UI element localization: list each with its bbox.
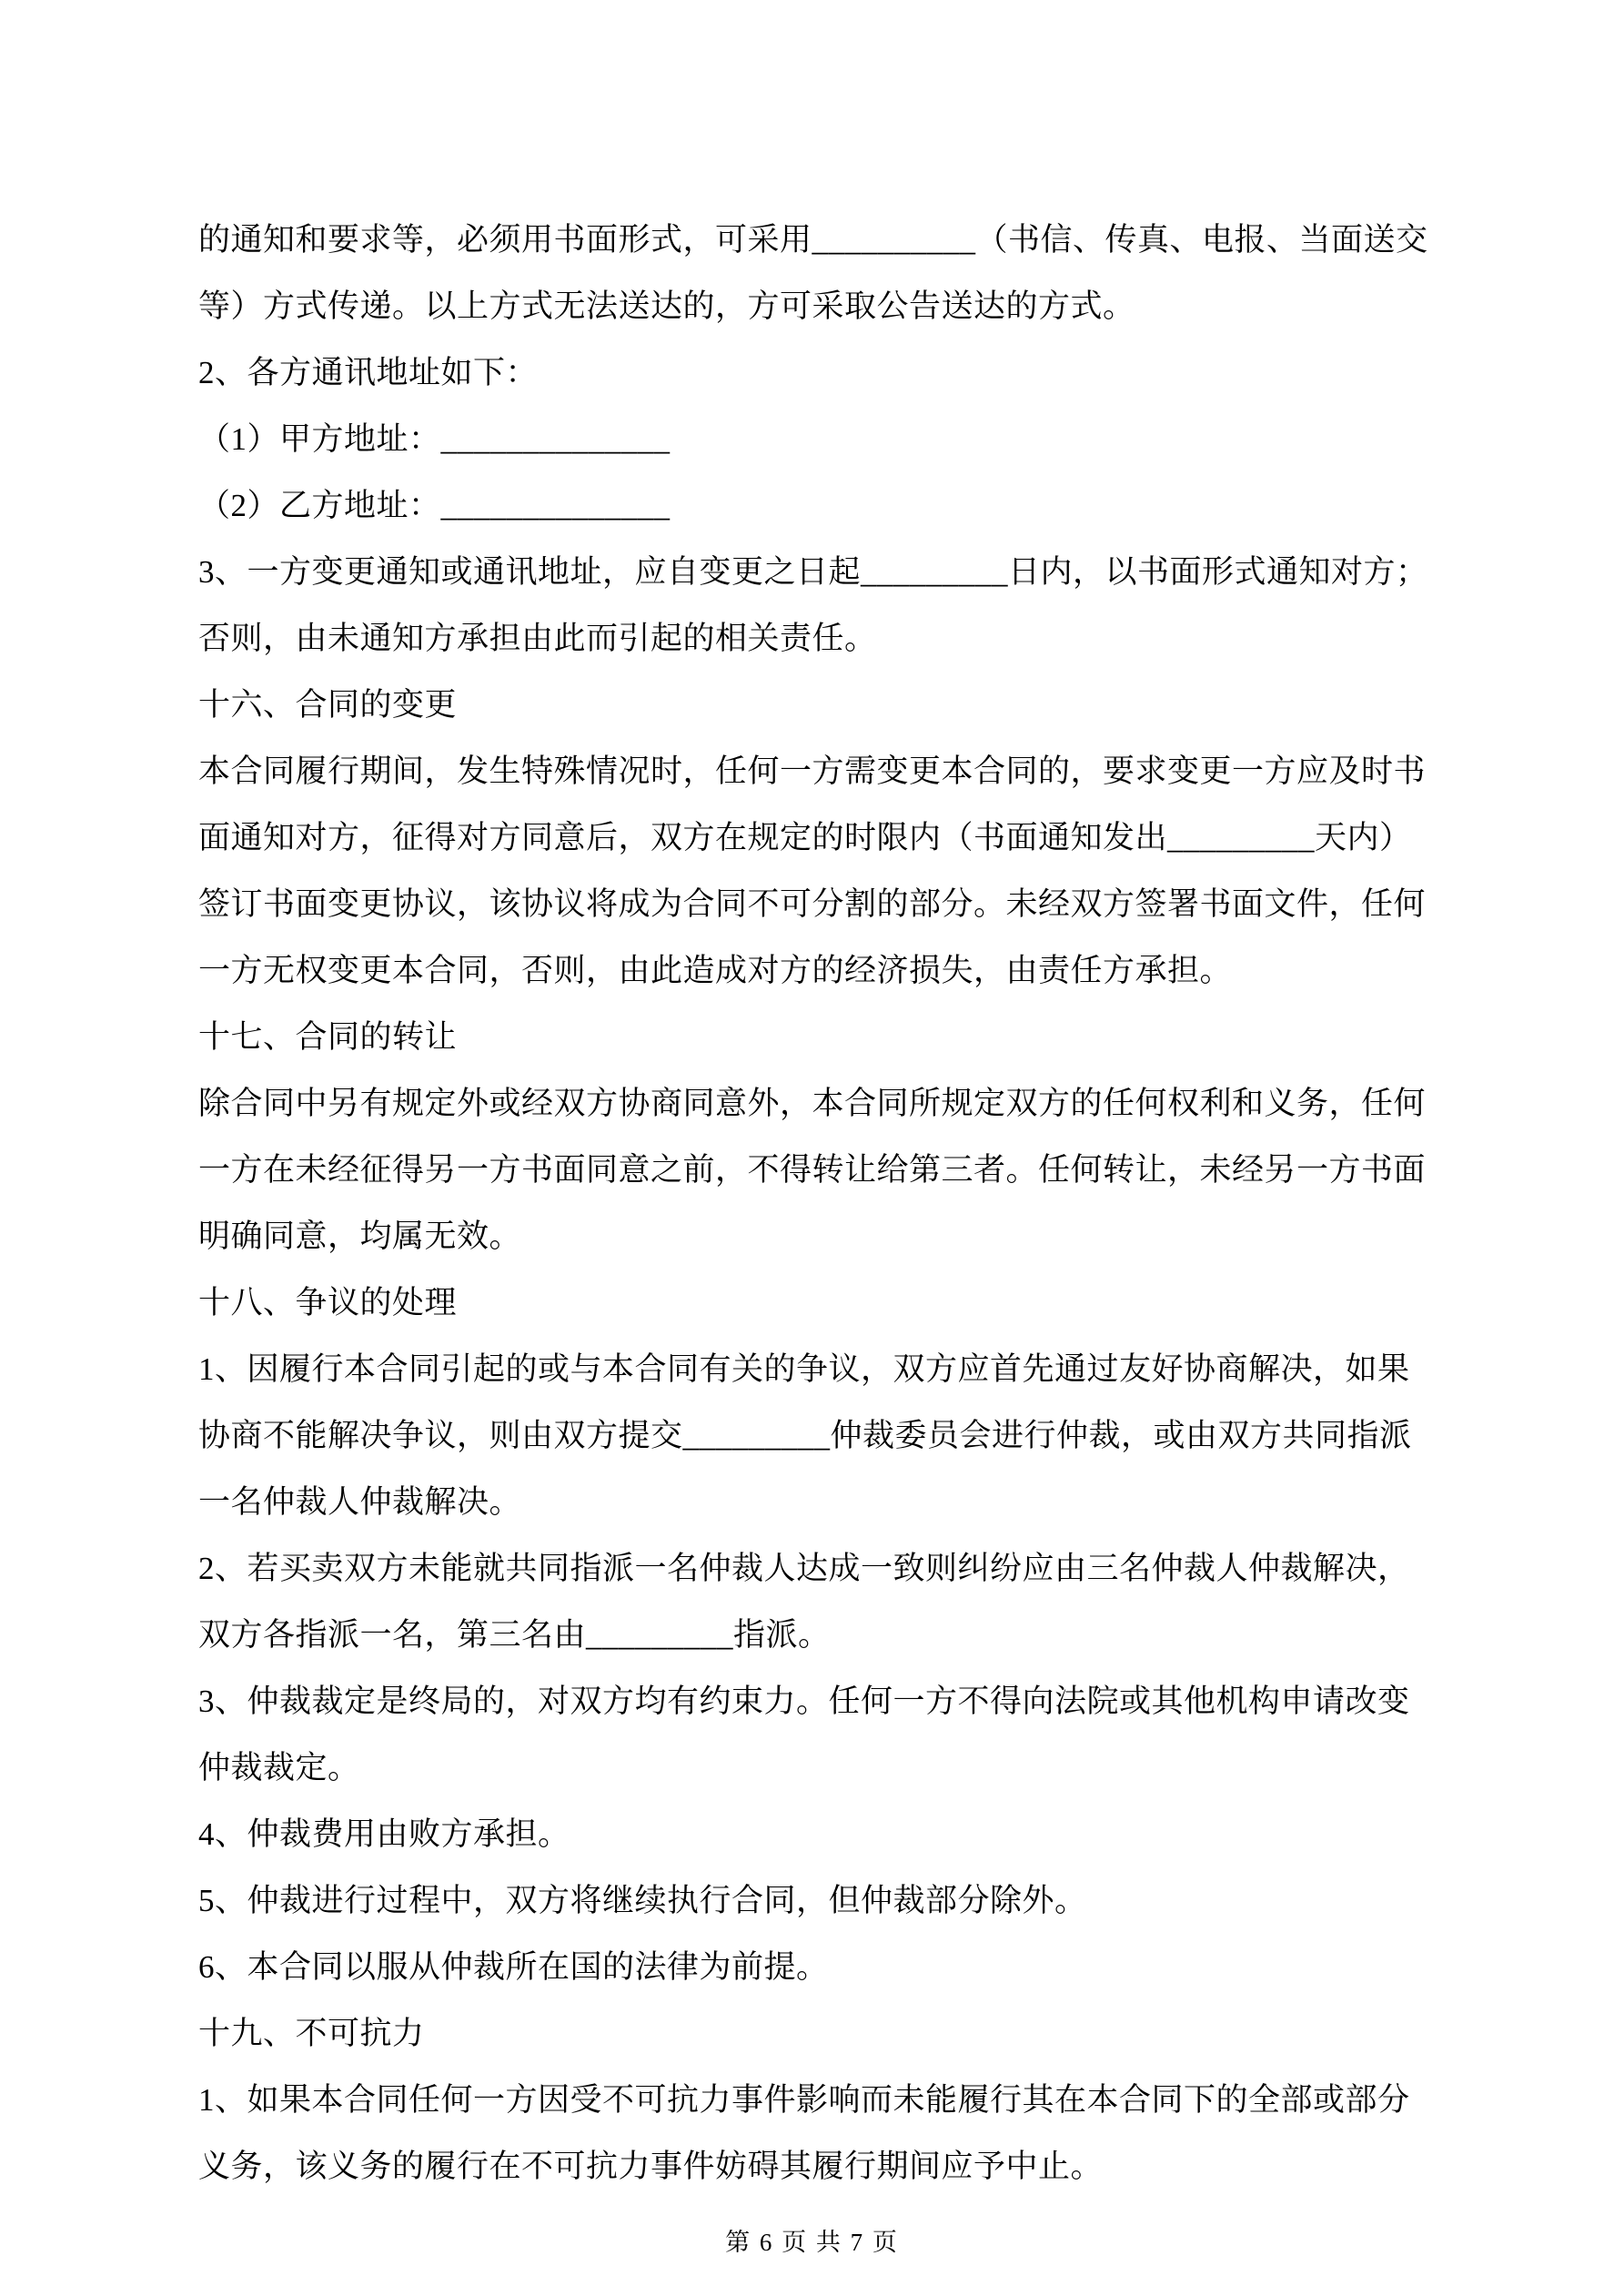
document-line: 本合同履行期间，发生特殊情况时，任何一方需变更本合同的，要求变更一方应及时书 xyxy=(198,754,1427,789)
document-line: 2、若买卖双方未能就共同指派一名仲裁人达成一致则纠纷应由三名仲裁人仲裁解决， xyxy=(198,1551,1410,1586)
document-line: 等）方式传递。以上方式无法送达的，方可采取公告送达的方式。 xyxy=(198,288,1135,324)
section-heading: 十七、合同的转让 xyxy=(198,1019,458,1055)
section-heading: 十六、合同的变更 xyxy=(198,687,458,723)
document-line: 否则，由未通知方承担由此而引起的相关责任。 xyxy=(198,621,877,656)
section-heading: 十八、争议的处理 xyxy=(198,1285,458,1320)
document-line: 仲裁裁定。 xyxy=(198,1750,360,1785)
section-heading: 十九、不可抗力 xyxy=(198,2016,425,2051)
document-line: 一方无权变更本合同，否则，由此造成对方的经济损失，由责任方承担。 xyxy=(198,953,1233,988)
document-line: 的通知和要求等，必须用书面形式，可采用__________（书信、传真、电报、当面送交 xyxy=(198,222,1428,258)
document-line: 一方在未经征得另一方书面同意之前，不得转让给第三者。任何转让，未经另一方书面 xyxy=(198,1152,1427,1188)
document-line: 面通知对方，征得对方同意后，双方在规定的时限内（书面通知发出_________天内） xyxy=(198,820,1412,855)
document-line: （2）乙方地址：______________ xyxy=(198,488,671,523)
document-line: 一名仲裁人仲裁解决。 xyxy=(198,1484,522,1520)
document-line: 6、本合同以服从仲裁所在国的法律为前提。 xyxy=(198,1949,829,1985)
document-line: 义务，该义务的履行在不可抗力事件妨碍其履行期间应予中止。 xyxy=(198,2149,1104,2184)
document-line: 双方各指派一名，第三名由_________指派。 xyxy=(198,1617,831,1653)
document-line: 2、各方通讯地址如下： xyxy=(198,355,539,390)
document-line: 明确同意，均属无效。 xyxy=(198,1219,522,1254)
document-line: （1）甲方地址：______________ xyxy=(198,421,671,457)
page-number: 第 6 页 共 7 页 xyxy=(725,2229,899,2256)
contract-body xyxy=(198,207,1433,2200)
document-line: 1、因履行本合同引起的或与本合同有关的争议，双方应首先通过友好协商解决，如果 xyxy=(198,1351,1410,1387)
document-line: 1、如果本合同任何一方因受不可抗力事件影响而未能履行其在本合同下的全部或部分 xyxy=(198,2082,1410,2118)
document-line: 5、仲裁进行过程中，双方将继续执行合同，但仲裁部分除外。 xyxy=(198,1883,1087,1918)
document-line: 3、仲裁裁定是终局的，对双方均有约束力。任何一方不得向法院或其他机构申请改变 xyxy=(198,1684,1410,1719)
document-line: 协商不能解决争议，则由双方提交_________仲裁委员会进行仲裁，或由双方共同指派 xyxy=(198,1418,1412,1453)
document-line: 3、一方变更通知或通讯地址，应自变更之日起_________日内，以书面形式通知对方； xyxy=(198,554,1428,590)
document-line: 签订书面变更协议，该协议将成为合同不可分割的部分。未经双方签署书面文件，任何 xyxy=(198,886,1427,922)
document-line: 除合同中另有规定外或经双方协商同意外，本合同所规定双方的任何权利和义务，任何 xyxy=(198,1086,1427,1121)
document-line: 4、仲裁费用由败方承担。 xyxy=(198,1816,570,1852)
